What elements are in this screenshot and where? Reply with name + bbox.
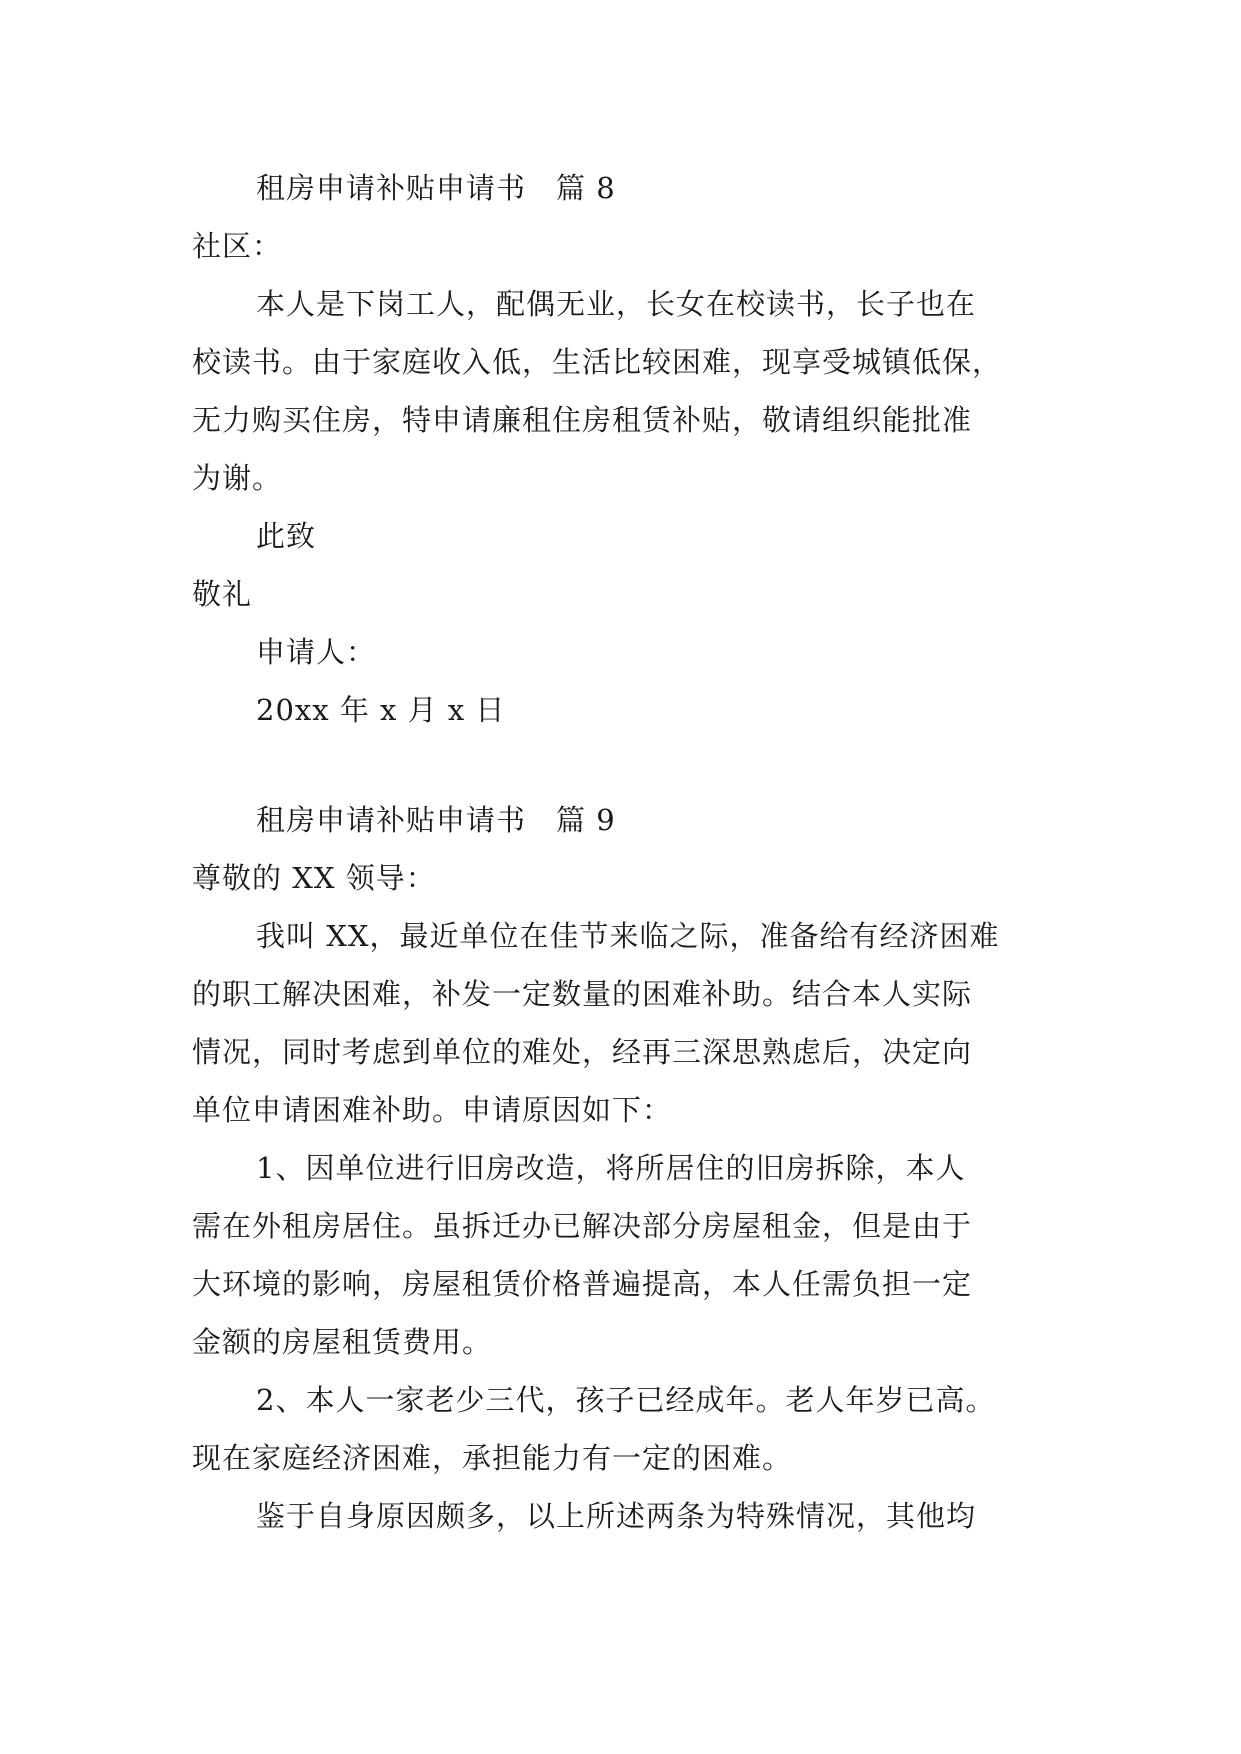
section8-salutation: 社区：: [192, 229, 283, 263]
section9-para1-line: 的职工解决困难，补发一定数量的困难补助。结合本人实际: [192, 977, 973, 1011]
section9-para2-line: 金额的房屋租赁费用。: [192, 1325, 493, 1359]
section9-para1-line: 情况，同时考虑到单位的难处，经再三深思熟虑后，决定向: [192, 1035, 973, 1069]
section9-salutation: 尊敬的 XX 领导：: [192, 861, 436, 895]
section8-heading: 租房申请补贴申请书 篇 8: [256, 171, 616, 205]
section8-body-line: 本人是下岗工人，配偶无业，长女在校读书，长子也在: [256, 287, 977, 321]
section8-closing-1: 此致: [256, 519, 317, 553]
section8-body-line: 校读书。由于家庭收入低，生活比较困难，现享受城镇低保，: [192, 345, 1003, 379]
section9-para1-line: 我叫 XX，最近单位在佳节来临之际，准备给有经济困难: [256, 919, 1000, 953]
section9-para3-line: 2、本人一家老少三代，孩子已经成年。老人年岁已高。: [256, 1383, 996, 1417]
section9-para4-line: 鉴于自身原因颇多，以上所述两条为特殊情况，其他均: [256, 1499, 977, 1533]
section9-heading: 租房申请补贴申请书 篇 9: [256, 803, 616, 837]
section8-body-line: 为谢。: [192, 461, 283, 495]
section8-applicant: 申请人：: [256, 635, 377, 669]
section9-para2-line: 大环境的影响，房屋租赁价格普遍提高，本人任需负担一定: [192, 1267, 973, 1301]
section9-para2-line: 需在外租房居住。虽拆迁办已解决部分房屋租金，但是由于: [192, 1209, 973, 1243]
section8-closing-2: 敬礼: [192, 577, 253, 611]
section8-date: 20xx 年 x 月 x 日: [256, 693, 506, 727]
section9-para2-line: 1、因单位进行旧房改造，将所居住的旧房拆除，本人: [256, 1151, 966, 1185]
section9-para3-line: 现在家庭经济困难，承担能力有一定的困难。: [192, 1441, 793, 1475]
section9-para1-line: 单位申请困难补助。申请原因如下：: [192, 1093, 673, 1127]
section8-body-line: 无力购买住房，特申请廉租住房租赁补贴，敬请组织能批准: [192, 403, 973, 437]
